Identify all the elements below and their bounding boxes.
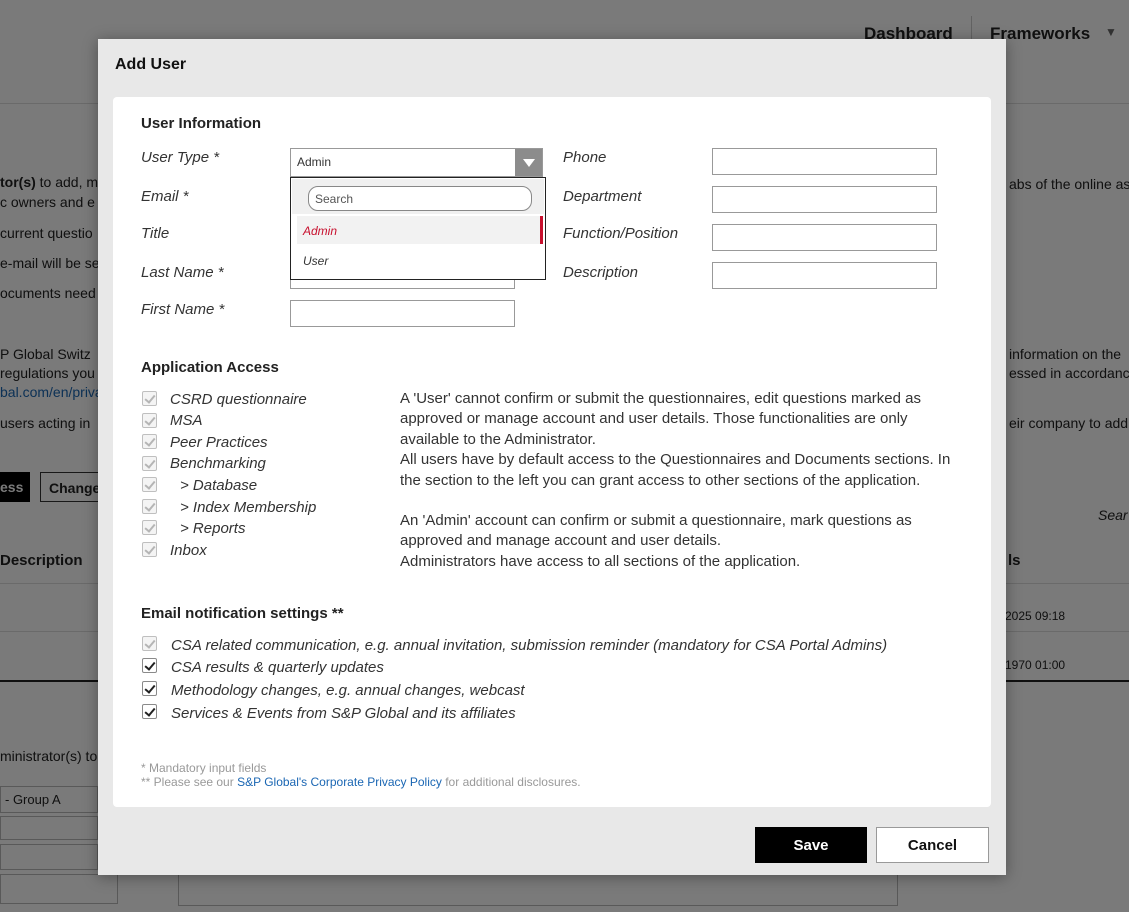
info-paragraph: An 'Admin' account can confirm or submit a questionnaire, mark questions as approved and manage account and user details.: [400, 512, 912, 550]
first-name-label: First Name *: [141, 301, 225, 318]
access-label-csrd: CSRD questionnaire: [170, 391, 307, 408]
app-access-heading: Application Access: [141, 359, 279, 376]
email-label-csa-results: CSA results & quarterly updates: [171, 659, 384, 676]
first-name-field[interactable]: [290, 300, 515, 327]
email-checkbox-csa-communication[interactable]: [142, 636, 157, 651]
access-label-msa: MSA: [170, 412, 203, 429]
access-checkbox-peer-practices[interactable]: [142, 434, 157, 449]
access-checkbox-reports[interactable]: [142, 520, 157, 535]
description-field[interactable]: [712, 262, 937, 289]
dropdown-option-user[interactable]: User: [303, 254, 329, 268]
info-paragraph: All users have by default access to the Questionnaires and Documents sections. In the section to the left you can grant access to other sections of the application.: [400, 451, 951, 489]
email-label: Email *: [141, 188, 189, 205]
modal-title: Add User: [115, 56, 187, 73]
email-label-services-events: Services & Events from S&P Global and its affiliates: [171, 705, 516, 722]
function-position-field[interactable]: [712, 224, 937, 251]
access-label-peer-practices: Peer Practices: [170, 434, 268, 451]
dropdown-search-input[interactable]: [308, 186, 532, 211]
phone-label: Phone: [563, 149, 607, 166]
info-paragraph: Administrators have access to all sections of the application.: [400, 552, 801, 570]
access-label-benchmarking: Benchmarking: [170, 455, 266, 472]
phone-field[interactable]: [712, 148, 937, 175]
access-checkbox-csrd[interactable]: [142, 391, 157, 406]
description-label: Description: [563, 264, 639, 281]
info-paragraph: A 'User' cannot confirm or submit the questionnaires, edit questions marked as approved or manage account and user details. Those functionalities are only available to the Administrator.: [400, 390, 921, 448]
department-label: Department: [563, 188, 642, 205]
dropdown-option-admin[interactable]: Admin: [297, 216, 543, 244]
access-checkbox-index-membership[interactable]: [142, 499, 157, 514]
access-label-index-membership: > Index Membership: [180, 499, 317, 516]
user-type-dropdown: [290, 177, 546, 280]
privacy-footnote: ** Please see our S&P Global's Corporate Privacy Policy for additional disclosures.: [141, 775, 581, 789]
chevron-down-icon[interactable]: [515, 149, 542, 176]
privacy-policy-link[interactable]: S&P Global's Corporate Privacy Policy: [237, 775, 442, 789]
title-label: Title: [141, 225, 170, 242]
department-field[interactable]: [712, 186, 937, 213]
dropdown-search-wrap: [292, 179, 544, 214]
email-checkbox-csa-results[interactable]: [142, 658, 157, 673]
function-position-label: Function/Position: [563, 225, 679, 242]
save-button[interactable]: Save: [755, 827, 867, 863]
email-label-methodology: Methodology changes, e.g. annual changes, webcast: [171, 682, 525, 699]
email-checkbox-methodology[interactable]: [142, 681, 157, 696]
mandatory-footnote: * Mandatory input fields: [141, 761, 267, 775]
access-label-database: > Database: [180, 477, 258, 494]
user-type-select[interactable]: [290, 148, 543, 177]
access-checkbox-inbox[interactable]: [142, 542, 157, 557]
access-info-text: [400, 389, 968, 572]
access-checkbox-msa[interactable]: [142, 413, 157, 428]
email-settings-heading: Email notification settings **: [141, 605, 344, 622]
add-user-modal: [98, 39, 1006, 875]
user-type-value: Admin: [297, 155, 332, 169]
access-label-inbox: Inbox: [170, 542, 207, 559]
email-label-csa-communication: CSA related communication, e.g. annual invitation, submission reminder (mandatory for CSA Portal Admins): [171, 637, 888, 654]
user-type-label: User Type *: [141, 149, 220, 166]
access-checkbox-database[interactable]: [142, 477, 157, 492]
cancel-button[interactable]: Cancel: [876, 827, 989, 863]
modal-body: [113, 97, 991, 807]
email-checkbox-services-events[interactable]: [142, 704, 157, 719]
last-name-label: Last Name *: [141, 264, 224, 281]
user-info-heading: User Information: [141, 115, 262, 132]
access-checkbox-benchmarking[interactable]: [142, 456, 157, 471]
access-label-reports: > Reports: [180, 520, 246, 537]
